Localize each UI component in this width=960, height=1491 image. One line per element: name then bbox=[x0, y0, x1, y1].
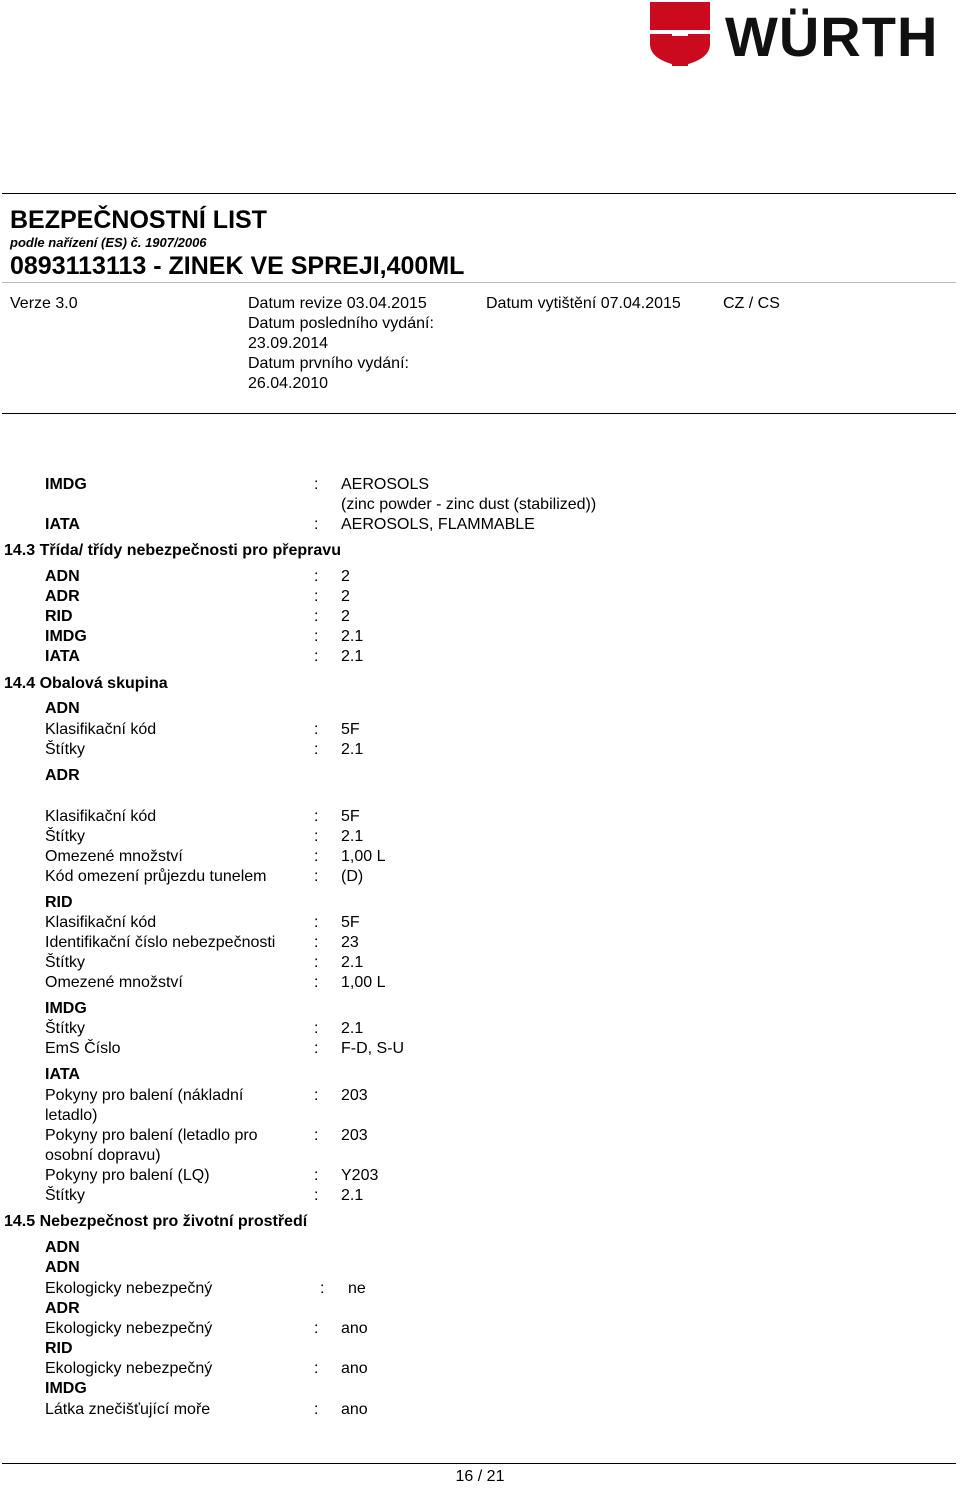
row-value: 1,00 L bbox=[341, 974, 386, 991]
row-colon: : bbox=[314, 648, 319, 665]
row-colon: : bbox=[314, 1020, 319, 1037]
wurth-logo-icon bbox=[648, 0, 712, 66]
document-subtitle: podle nařízení (ES) č. 1907/2006 bbox=[10, 235, 207, 250]
row-label: Pokyny pro balení (letadlo pro bbox=[45, 1127, 258, 1144]
row-colon: : bbox=[314, 721, 319, 738]
header-top-rule bbox=[2, 193, 956, 194]
row-label: RID bbox=[45, 608, 73, 625]
row-value: 5F bbox=[341, 808, 360, 825]
row-colon: : bbox=[314, 1360, 319, 1377]
row-value: AEROSOLS bbox=[341, 476, 430, 493]
row-label: IMDG bbox=[45, 476, 87, 493]
row-value: (D) bbox=[341, 868, 364, 885]
document-title: BEZPEČNOSTNÍ LIST bbox=[10, 206, 267, 234]
row-colon: : bbox=[314, 741, 319, 758]
row-value: 2 bbox=[341, 568, 350, 585]
row-label: Klasifikační kód bbox=[45, 808, 157, 825]
row-value: 2.1 bbox=[341, 1187, 364, 1204]
row-value: 2.1 bbox=[341, 628, 364, 645]
row-value: 2.1 bbox=[341, 741, 364, 758]
row-label: EmS Číslo bbox=[45, 1040, 121, 1057]
row-value: 2 bbox=[341, 608, 350, 625]
section-14-3-title: 14.3 Třída/ třídy nebezpečnosti pro přepravu bbox=[4, 542, 341, 559]
section-14-4-title: 14.4 Obalová skupina bbox=[4, 675, 168, 692]
row-value: ne bbox=[348, 1280, 366, 1297]
product-rule bbox=[2, 282, 956, 283]
row-value: ano bbox=[341, 1401, 368, 1418]
last-issue-label: Datum posledního vydání: bbox=[248, 315, 434, 332]
row-value: 203 bbox=[341, 1127, 368, 1144]
row-label: Štítky bbox=[45, 1020, 86, 1037]
page-number: 16 / 21 bbox=[455, 1468, 505, 1485]
first-issue-label: Datum prvního vydání: bbox=[248, 355, 409, 372]
row-colon: : bbox=[314, 588, 319, 605]
row-colon: : bbox=[314, 848, 319, 865]
row-label: Ekologicky nebezpečný bbox=[45, 1320, 213, 1337]
last-issue-date: 23.09.2014 bbox=[248, 335, 329, 352]
row-label: Štítky bbox=[45, 828, 86, 845]
row-colon: : bbox=[314, 516, 319, 533]
first-issue-date: 26.04.2010 bbox=[248, 375, 329, 392]
row-value: F-D, S-U bbox=[341, 1040, 405, 1057]
row-label-continued: letadlo) bbox=[45, 1107, 98, 1124]
row-value: 2.1 bbox=[341, 648, 364, 665]
row-colon: : bbox=[314, 808, 319, 825]
mode-heading: IMDG bbox=[45, 1380, 87, 1397]
row-colon: : bbox=[314, 1127, 319, 1144]
mode-heading: IATA bbox=[45, 1066, 80, 1083]
row-colon: : bbox=[314, 828, 319, 845]
row-label: ADR bbox=[45, 588, 80, 605]
row-colon: : bbox=[314, 1087, 319, 1104]
mode-heading: ADN bbox=[45, 1239, 80, 1256]
row-label: Omezené množství bbox=[45, 974, 183, 991]
product-name: 0893113113 - ZINEK VE SPREJI,400ML bbox=[10, 252, 465, 280]
print-date: Datum vytištění 07.04.2015 bbox=[486, 295, 681, 312]
locale: CZ / CS bbox=[723, 295, 780, 312]
row-value: 2.1 bbox=[341, 1020, 364, 1037]
mode-heading: IMDG bbox=[45, 1000, 87, 1017]
row-label: Omezené množství bbox=[45, 848, 183, 865]
row-value: 2.1 bbox=[341, 828, 364, 845]
row-value: 1,00 L bbox=[341, 848, 386, 865]
row-colon: : bbox=[314, 974, 319, 991]
mode-heading: ADN bbox=[45, 1259, 80, 1276]
section-14-5-title: 14.5 Nebezpečnost pro životní prostředí bbox=[4, 1213, 308, 1230]
row-colon: : bbox=[320, 1280, 325, 1297]
row-colon: : bbox=[314, 628, 319, 645]
row-value: ano bbox=[341, 1360, 368, 1377]
mode-heading: RID bbox=[45, 1340, 73, 1357]
row-value: Y203 bbox=[341, 1167, 379, 1184]
row-colon: : bbox=[314, 954, 319, 971]
row-colon: : bbox=[314, 1040, 319, 1057]
row-colon: : bbox=[314, 476, 319, 493]
row-label: Štítky bbox=[45, 954, 86, 971]
row-label: IATA bbox=[45, 648, 80, 665]
revision-date: Datum revize 03.04.2015 bbox=[248, 295, 427, 312]
row-colon: : bbox=[314, 914, 319, 931]
mode-heading: RID bbox=[45, 894, 73, 911]
row-value: ano bbox=[341, 1320, 368, 1337]
mode-heading: ADR bbox=[45, 767, 80, 784]
row-label: Klasifikační kód bbox=[45, 721, 157, 738]
row-label: Látka znečišťující moře bbox=[45, 1401, 211, 1418]
row-label: Identifikační číslo nebezpečnosti bbox=[45, 934, 276, 951]
row-label: IMDG bbox=[45, 628, 87, 645]
footer-rule bbox=[2, 1463, 956, 1464]
row-value: 23 bbox=[341, 934, 359, 951]
row-label: Ekologicky nebezpečný bbox=[45, 1360, 213, 1377]
row-value: (zinc powder - zinc dust (stabilized)) bbox=[341, 496, 597, 513]
row-label: Pokyny pro balení (nákladní bbox=[45, 1087, 244, 1104]
row-label: IATA bbox=[45, 516, 80, 533]
row-value: 2 bbox=[341, 588, 350, 605]
row-value: 2.1 bbox=[341, 954, 364, 971]
row-colon: : bbox=[314, 1187, 319, 1204]
row-colon: : bbox=[314, 568, 319, 585]
row-value: 5F bbox=[341, 721, 360, 738]
brand-wordmark: WÜRTH bbox=[725, 5, 939, 68]
row-label: Štítky bbox=[45, 1187, 86, 1204]
row-label-continued: osobní dopravu) bbox=[45, 1147, 161, 1164]
row-colon: : bbox=[314, 608, 319, 625]
row-label: Pokyny pro balení (LQ) bbox=[45, 1167, 210, 1184]
row-label: Klasifikační kód bbox=[45, 914, 157, 931]
row-colon: : bbox=[314, 1320, 319, 1337]
row-label: Ekologicky nebezpečný bbox=[45, 1280, 213, 1297]
row-colon: : bbox=[314, 1167, 319, 1184]
row-value: AEROSOLS, FLAMMABLE bbox=[341, 516, 535, 533]
mode-heading: ADN bbox=[45, 700, 80, 717]
row-label: ADN bbox=[45, 568, 80, 585]
row-label: Štítky bbox=[45, 741, 86, 758]
header-bottom-rule bbox=[2, 413, 956, 414]
row-colon: : bbox=[314, 934, 319, 951]
row-label: Kód omezení průjezdu tunelem bbox=[45, 868, 267, 885]
row-colon: : bbox=[314, 868, 319, 885]
row-value: 203 bbox=[341, 1087, 368, 1104]
row-value: 5F bbox=[341, 914, 360, 931]
row-colon: : bbox=[314, 1401, 319, 1418]
mode-heading: ADR bbox=[45, 1300, 80, 1317]
version: Verze 3.0 bbox=[10, 295, 78, 312]
